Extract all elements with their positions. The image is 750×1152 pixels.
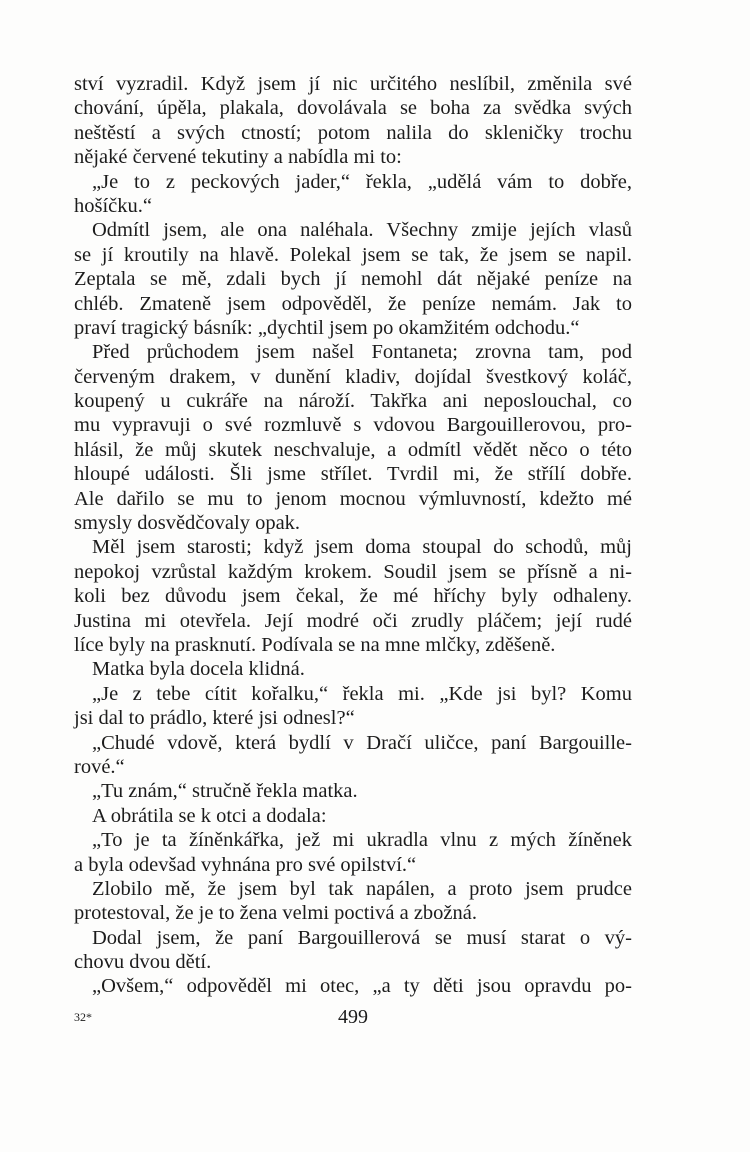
page-footer: [74, 1006, 632, 1036]
text-line: chléb. Zmateně jsem odpověděl, že peníze nemám. Jak to: [74, 292, 632, 315]
text-line: hloupé události. Šli jsme střílet. Tvrdil mi, že střílí dobře.: [74, 463, 632, 486]
text-line: ství vyzradil. Když jsem jí nic určitého neslíbil, změnila své: [74, 73, 632, 95]
text-line: rové.“: [74, 755, 125, 778]
text-line: se jí kroutily na hlavě. Polekal jsem se tak, že jsem se napil.: [74, 243, 632, 266]
text-line: Ale dařilo se mu to jenom mocnou výmluvností, kdežto mé: [74, 487, 632, 510]
text-line: koli bez důvodu jsem čekal, že mé hříchy byly odhaleny.: [74, 585, 632, 608]
text-line: Justina mi otevřela. Její modré oči zrudly pláčem; její rudé: [74, 609, 632, 632]
text-line: „Je z tebe cítit kořalku,“ řekla mi. „Kde jsi byl? Komu: [92, 682, 632, 705]
text-line: hošíčku.“: [74, 194, 152, 217]
page-number: 499: [338, 1006, 368, 1028]
text-line: neštěstí a svých ctností; potom nalila do skleničky trochu: [74, 121, 632, 144]
text-line: „Ovšem,“ odpověděl mi otec, „a ty děti jsou opravdu po-: [92, 975, 632, 998]
text-line: protestoval, že je to žena velmi poctivá a zbožná.: [74, 902, 477, 925]
text-line: smysly dosvědčovaly opak.: [74, 512, 301, 535]
text-line: Před průchodem jsem našel Fontaneta; zrovna tam, pod: [92, 341, 632, 364]
text-line: Odmítl jsem, ale ona naléhala. Všechny zmije jejích vlasů: [92, 219, 632, 242]
body-text: [74, 72, 632, 999]
signature-mark: 32*: [74, 1010, 92, 1024]
text-line: „Je to z peckových jader,“ řekla, „udělá vám to dobře,: [92, 170, 632, 193]
text-line: nepokoj vzrůstal každým krokem. Soudil jsem se přísně a ni-: [74, 560, 632, 583]
text-line: „Tu znám,“ stručně řekla matka.: [92, 780, 358, 803]
text-line: A obrátila se k otci a dodala:: [92, 804, 327, 827]
text-line: líce byly na prasknutí. Podívala se na mne mlčky, zděšeně.: [74, 633, 556, 656]
text-line: Měl jsem starosti; když jsem doma stoupal do schodů, můj: [92, 536, 632, 559]
text-line: chovu dvou dětí.: [74, 951, 212, 974]
text-line: červeným drakem, v dunění kladiv, dojídal švestkový koláč,: [74, 365, 632, 388]
text-line: chování, úpěla, plakala, dovolávala se boha za svědka svých: [74, 97, 632, 120]
text-line: nějaké červené tekutiny a nabídla mi to:: [74, 146, 402, 169]
text-line: „To je ta žíněnkářka, jež mi ukradla vlnu z mých žíněnek: [92, 829, 632, 852]
text-line: a byla odevšad vyhnána pro své opilství.“: [74, 853, 417, 876]
text-line: Zlobilo mě, že jsem byl tak napálen, a proto jsem prudce: [92, 877, 632, 900]
text-line: Matka byla docela klidná.: [92, 658, 305, 681]
text-line: koupený u cukráře na nároží. Takřka ani neposlouchal, co: [74, 390, 632, 413]
text-line: Zeptala se mě, zdali bych jí nemohl dát nějaké peníze na: [74, 268, 632, 291]
text-line: jsi dal to prádlo, které jsi odnesl?“: [74, 707, 355, 730]
text-line: „Chudé vdově, která bydlí v Dračí uličce, paní Bargouille-: [92, 731, 632, 754]
text-line: hlásil, že můj skutek neschvaluje, a odmítl vědět něco o této: [74, 438, 632, 461]
text-line: mu vypravuji o své rozmluvě s vdovou Bargouillerovou, pro-: [74, 414, 632, 437]
text-line: Dodal jsem, že paní Bargouillerová se musí starat o vý-: [92, 926, 632, 949]
text-line: praví tragický básník: „dychtil jsem po okamžitém odchodu.“: [74, 316, 580, 339]
